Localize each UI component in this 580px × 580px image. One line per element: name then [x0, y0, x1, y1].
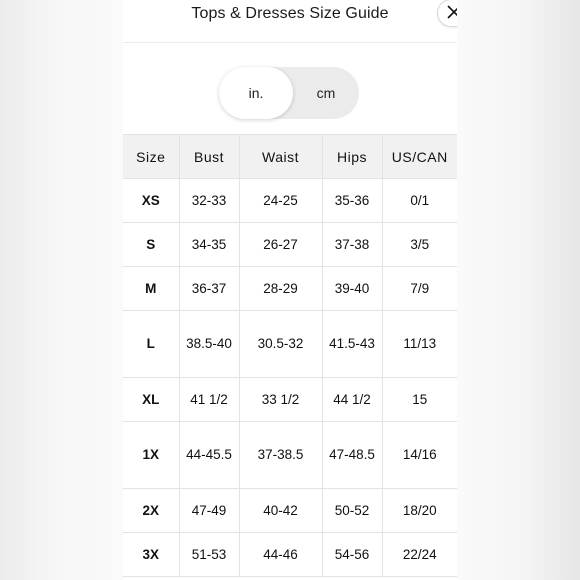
bust-cell: 34-35 [179, 223, 239, 267]
hips-cell: 44 1/2 [322, 378, 382, 422]
column-header-bust: Bust [179, 135, 239, 179]
size-cell: 3X [123, 533, 179, 577]
unit-toggle[interactable] [219, 67, 359, 119]
hips-cell: 54-56 [322, 533, 382, 577]
table-row [123, 179, 457, 223]
size-cell: L [123, 311, 179, 378]
column-header-hips: Hips [322, 135, 382, 179]
size-guide-header [123, 0, 457, 43]
waist-cell: 40-42 [239, 489, 322, 533]
hips-cell: 47-48.5 [322, 422, 382, 489]
us-can-cell: 15 [382, 378, 457, 422]
unit-option-cm[interactable]: cm [316, 85, 336, 101]
hips-cell: 37-38 [322, 223, 382, 267]
hips-cell: 50-52 [322, 489, 382, 533]
table-row [123, 422, 457, 489]
bust-cell: 38.5-40 [179, 311, 239, 378]
size-cell: M [123, 267, 179, 311]
bust-cell: 41 1/2 [179, 378, 239, 422]
hips-cell: 39-40 [322, 267, 382, 311]
size-cell: 1X [123, 422, 179, 489]
waist-cell: 24-25 [239, 179, 322, 223]
table-row [123, 223, 457, 267]
us-can-cell: 3/5 [382, 223, 457, 267]
waist-cell: 33 1/2 [239, 378, 322, 422]
table-row [123, 267, 457, 311]
table-row [123, 378, 457, 422]
us-can-cell: 22/24 [382, 533, 457, 577]
table-row [123, 533, 457, 577]
bust-cell: 36-37 [179, 267, 239, 311]
bust-cell: 32-33 [179, 179, 239, 223]
bust-cell: 47-49 [179, 489, 239, 533]
bust-cell: 51-53 [179, 533, 239, 577]
column-header-waist: Waist [239, 135, 322, 179]
waist-cell: 26-27 [239, 223, 322, 267]
hips-cell: 41.5-43 [322, 311, 382, 378]
page-title: Tops & Dresses Size Guide [191, 5, 389, 22]
bust-cell: 44-45.5 [179, 422, 239, 489]
close-button[interactable] [438, 0, 457, 26]
waist-cell: 37-38.5 [239, 422, 322, 489]
size-table [123, 134, 457, 577]
us-can-cell: 7/9 [382, 267, 457, 311]
waist-cell: 44-46 [239, 533, 322, 577]
column-header-size: Size [123, 135, 179, 179]
size-cell: XS [123, 179, 179, 223]
us-can-cell: 18/20 [382, 489, 457, 533]
size-cell: 2X [123, 489, 179, 533]
us-can-cell: 14/16 [382, 422, 457, 489]
waist-cell: 30.5-32 [239, 311, 322, 378]
table-row [123, 489, 457, 533]
us-can-cell: 11/13 [382, 311, 457, 378]
column-header-us-can: US/CAN [382, 135, 457, 179]
size-cell: XL [123, 378, 179, 422]
size-guide-panel [123, 0, 457, 580]
table-row [123, 311, 457, 378]
waist-cell: 28-29 [239, 267, 322, 311]
unit-option-inches[interactable]: in. [219, 67, 293, 119]
close-icon [447, 5, 457, 19]
hips-cell: 35-36 [322, 179, 382, 223]
table-header-row [123, 135, 457, 179]
size-cell: S [123, 223, 179, 267]
us-can-cell: 0/1 [382, 179, 457, 223]
